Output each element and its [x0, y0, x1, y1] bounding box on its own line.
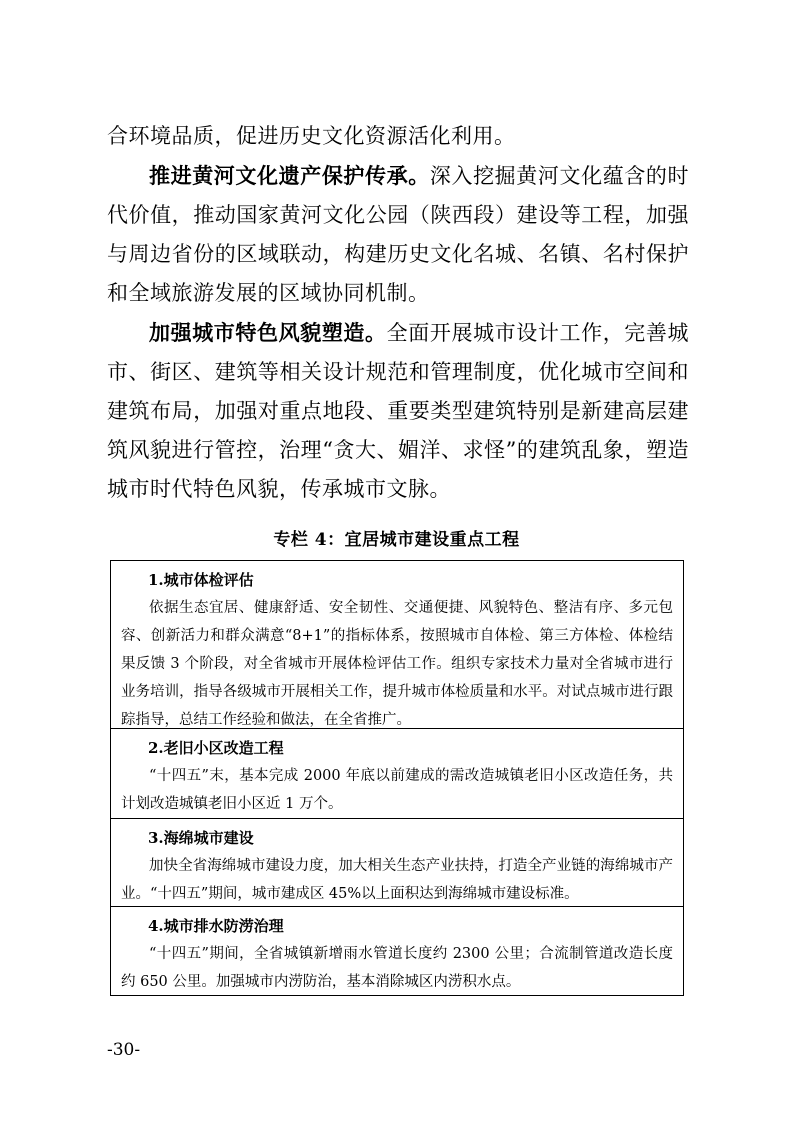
section-heading: 3.海绵城市建设 [148, 829, 254, 847]
section-heading: 4.城市排水防涝治理 [148, 917, 284, 935]
paragraph-city-style [107, 313, 689, 509]
paragraph-lead: 推进黄河文化遗产保护传承。 [149, 163, 430, 188]
section-body: “十四五”期间，全省城镇新增雨水管道长度约 2300 公里；合流制管道改造长度约 650 公里。加强城市内涝防治，基本消除城区内涝积水点。 [121, 946, 673, 990]
page-number: -30- [107, 1040, 141, 1060]
section-heading: 2.老旧小区改造工程 [148, 739, 284, 757]
body-text [107, 117, 689, 509]
paragraph-text: 全面开展城市设计工作，完善城市、街区、建筑等相关设计规范和管理制度，优化城市空间和建筑布局，加强对重点地段、重要类型建筑特别是新建高层建筑风貌进行管控，治理“贪大、媚洋、求怪”的建筑乱象，塑造城市时代特色风貌，传承城市文脉。 [107, 321, 690, 501]
section-heading: 1.城市体检评估 [148, 571, 254, 589]
section-body: 依据生态宜居、健康舒适、安全韧性、交通便捷、风貌特色、整洁有序、多元包容、创新活力和群众满意“8+1”的指标体系，按照城市自体检、第三方体检、体检结果反馈 3 个阶段，对全省城市开展体检评估工作。组织专家技术力量对全省城市进行业务培训，指导各级城市开展相关工作，提升城市体检质量和水平。对试点城市进行跟踪指导，总结工作经验和做法，在全省推广。 [121, 600, 673, 728]
paragraph-lead: 加强城市特色风貌塑造。 [149, 320, 387, 345]
box-section [111, 819, 683, 907]
section-body: “十四五”末，基本完成 2000 年底以前建成的需改造城镇老旧小区改造任务，共计划改造城镇老旧小区近 1 万个。 [121, 768, 673, 812]
box-section [111, 561, 683, 729]
box-section [111, 907, 683, 1002]
paragraph-yellow-river [107, 156, 689, 313]
column-box [110, 560, 684, 996]
box-section [111, 729, 683, 819]
paragraph-continuation [107, 117, 689, 156]
section-body: 加快全省海绵城市建设力度，加大相关生态产业扶持，打造全产业链的海绵城市产业。“十四五”期间，城市建成区 45%以上面积达到海绵城市建设标准。 [121, 858, 673, 902]
paragraph-text: 合环境品质，促进历史文化资源活化利用。 [107, 124, 516, 148]
paragraph-text: 深入挖掘黄河文化蕴含的时代价值，推动国家黄河文化公园（陕西段）建设等工程，加强与周边省份的区域联动，构建历史文化名城、名镇、名村保护和全域旅游发展的区域协同机制。 [107, 164, 690, 305]
column-box-title: 专栏 4：宜居城市建设重点工程 [273, 530, 520, 550]
